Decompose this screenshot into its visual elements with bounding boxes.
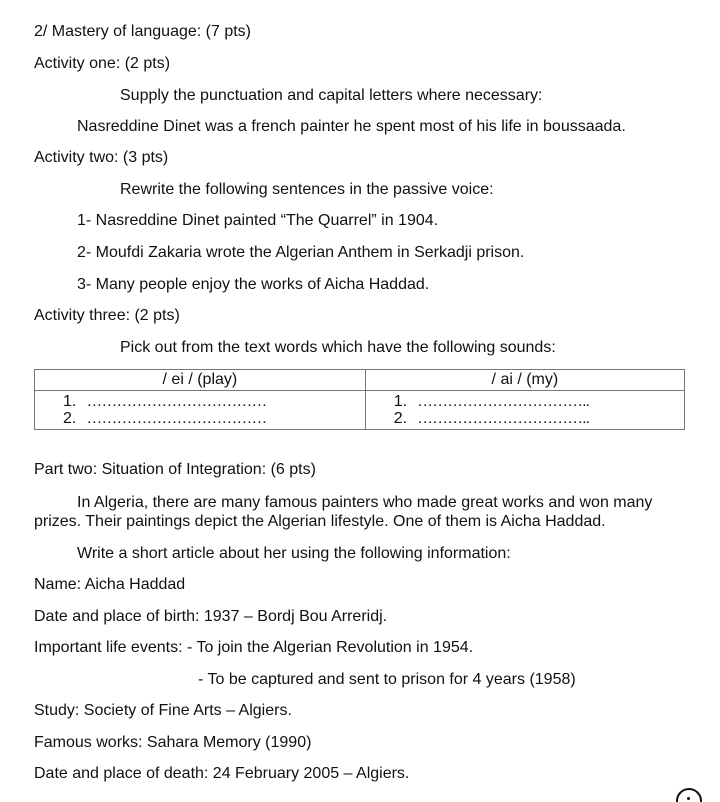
- sentence-item: 2- Moufdi Zakaria wrote the Algerian Anthem in Serkadji prison.: [77, 244, 525, 261]
- answer-cell[interactable]: 1. ……………………………… 2. ………………………………: [35, 391, 366, 430]
- activity-one-title: Activity one: (2 pts): [34, 55, 171, 72]
- task-text: Write a short article about her using the following information:: [77, 545, 511, 562]
- intro-line: In Algeria, there are many famous painters who made great works and won many: [77, 494, 653, 511]
- activity-three-instruction: Pick out from the text words which have the following sounds:: [120, 339, 556, 356]
- column-header: / ei / (play): [35, 370, 366, 391]
- field-name: Name: Aicha Haddad: [34, 576, 186, 593]
- field-events: Important life events: - To join the Algerian Revolution in 1954.: [34, 639, 474, 656]
- activity-one-sentence: Nasreddine Dinet was a french painter he spent most of his life in boussaada.: [77, 118, 626, 135]
- activity-two-title: Activity two: (3 pts): [34, 149, 169, 166]
- field-birth: Date and place of birth: 1937 – Bordj Bou Arreridj.: [34, 608, 388, 625]
- field-works: Famous works: Sahara Memory (1990): [34, 734, 312, 751]
- section-title: 2/ Mastery of language: (7 pts): [34, 23, 251, 40]
- activity-three-title: Activity three: (2 pts): [34, 307, 180, 324]
- intro-line: prizes. Their paintings depict the Algerian lifestyle. One of them is Aicha Haddad.: [34, 513, 606, 530]
- field-death: Date and place of death: 24 February 2005 – Algiers.: [34, 765, 410, 782]
- column-header: / ai / (my): [365, 370, 684, 391]
- sentence-item: 1- Nasreddine Dinet painted “The Quarrel” in 1904.: [77, 212, 439, 229]
- field-study: Study: Society of Fine Arts – Algiers.: [34, 702, 292, 719]
- sounds-table: [34, 369, 685, 430]
- part-two-title: Part two: Situation of Integration: (6 pts): [34, 461, 316, 478]
- answer-cell[interactable]: 1. …………………………….. 2. ……………………………..: [365, 391, 684, 430]
- activity-one-instruction: Supply the punctuation and capital letters where necessary:: [120, 87, 543, 104]
- field-event-2: - To be captured and sent to prison for 4 years (1958): [198, 671, 576, 688]
- info-circle-icon[interactable]: [676, 788, 702, 802]
- sentence-item: 3- Many people enjoy the works of Aicha Haddad.: [77, 276, 430, 293]
- activity-two-instruction: Rewrite the following sentences in the passive voice:: [120, 181, 494, 198]
